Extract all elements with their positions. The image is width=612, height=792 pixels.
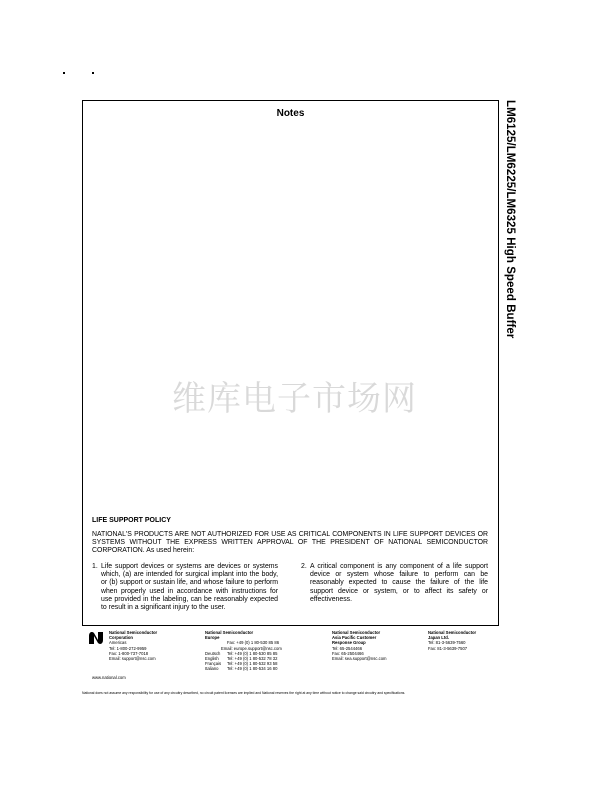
watermark: 维库电子市场网 <box>172 379 417 419</box>
company-name-line2: Corporation <box>109 635 133 641</box>
language-label: Italiano <box>205 666 219 672</box>
life-support-title: LIFE SUPPORT POLICY <box>92 517 171 524</box>
legal-disclaimer: National does not assume any responsibility for use of any circuitry described, no circuit patent licenses are implied and National reserves the right at any time without notice to change said circuitry and specifications. <box>82 691 406 695</box>
website-url: www.national.com <box>92 675 126 680</box>
fax: Fax: +49 (0) 1 80-530 85 86 <box>227 640 280 646</box>
language-label: Deutsch <box>205 650 221 656</box>
footer-japan <box>428 630 508 651</box>
fax: Fax: 65-2504466 <box>332 650 364 656</box>
email: Email: sea.support@nsc.com <box>332 656 387 662</box>
tel: Tel: +49 (0) 1 80-534 16 80 <box>227 666 278 672</box>
language-label: Français <box>205 661 222 667</box>
footer-europe <box>205 630 325 672</box>
tel: Tel: 65-2544466 <box>332 645 363 651</box>
notes-title: Notes <box>276 108 305 119</box>
email: Email: europe.support@nsc.com <box>221 645 282 651</box>
tel: Tel: 1-800-272-9959 <box>109 645 147 651</box>
national-semiconductor-logo-icon <box>88 630 104 646</box>
life-support-paragraph: NATIONAL'S PRODUCTS ARE NOT AUTHORIZED FOR USE AS CRITICAL COMPONENTS IN LIFE SUPPORT DEVICES OR SYSTEMS WITHOUT THE EXPRESS WRITTEN APPROVAL OF THE PRESIDENT OF NATIONAL SEMICONDUCTOR CORPORATION. As used herein: <box>92 531 488 555</box>
tel: Tel: +49 (0) 1 80-532 78 32 <box>227 656 278 662</box>
item-text: A critical component is any component of a life support device or system whose failure to perform can be reasonably expected to cause the failure of the life support device or system, or to affect its safety or effectiveness. <box>310 563 488 603</box>
company-name: National Semiconductor <box>332 630 381 635</box>
company-name-line3: Response Group <box>332 640 366 646</box>
footer-americas <box>109 630 199 661</box>
phone-row <box>205 666 325 671</box>
language-label: English <box>205 656 219 662</box>
footer-asia-pacific <box>332 630 422 661</box>
item-number: 1. <box>92 563 98 570</box>
tel: Tel: 81-3-5639-7560 <box>428 640 466 646</box>
region: Americas <box>109 640 127 646</box>
company-name: National Semiconductor <box>205 630 254 635</box>
email: Email: support@nsc.com <box>109 656 156 662</box>
item-text: Life support devices or systems are devices or systems which, (a) are intended for surgical implant into the body, or (b) support or sustain life, and whose failure to perform when properly used in accordance with instructions for use provided in the labeling, can be reasonably expected to result in a significant injury to the user. <box>101 563 278 612</box>
life-support-item-2 <box>301 563 488 604</box>
item-number: 2. <box>301 563 307 570</box>
fax: Fax: 81-3-5639-7507 <box>428 645 468 651</box>
scan-mark <box>63 72 65 74</box>
tel: Tel: +49 (0) 1 80-530 85 85 <box>227 650 278 656</box>
company-name-line2: Europe <box>205 635 220 641</box>
tel: Tel: +49 (0) 1 80-532 93 58 <box>227 661 278 667</box>
scan-mark <box>92 72 94 74</box>
company-name-line2: Japan Ltd. <box>428 635 449 641</box>
company-name: National Semiconductor <box>109 630 158 635</box>
company-name: National Semiconductor <box>428 630 477 635</box>
fax: Fax: 1-800-737-7018 <box>109 650 149 656</box>
company-name-line2: Asia Pacific Customer <box>332 635 377 641</box>
life-support-item-1 <box>92 563 278 612</box>
side-document-title: LM6125/LM6225/LM6325 High Speed Buffer <box>504 100 516 339</box>
